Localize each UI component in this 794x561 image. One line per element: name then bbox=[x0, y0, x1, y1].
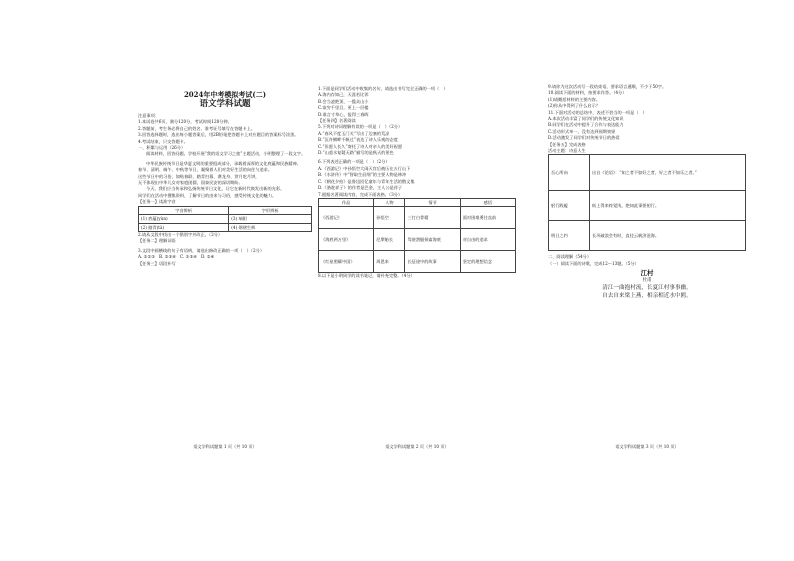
option: B.同学们在活动中提升了合作与表达能力 bbox=[548, 122, 624, 128]
option: A.《西游记》中孙悟空大闹天宫后被压在五行山下 bbox=[318, 165, 411, 171]
question: 5.下列对诗词理解有误的一项是（ ）（2分） bbox=[318, 124, 403, 130]
table-row bbox=[139, 215, 312, 223]
activity-table bbox=[548, 154, 746, 251]
table-cell: 《海底两万里》 bbox=[319, 229, 374, 251]
question: 9.请你为这次活动写一段结束语，要求语言通顺，不少于50字。 bbox=[548, 84, 667, 89]
table-cell: 面对困难勇往直前 bbox=[460, 207, 515, 229]
body-line: 这些节日中的习俗，如贴春联、踏青扫墓、赛龙舟、赏月吃月饼， bbox=[138, 173, 260, 179]
note-line: 4.考试结束，只交答题卡。 bbox=[138, 138, 189, 144]
option: C. ①③④ bbox=[179, 254, 197, 260]
table-header-cell: 作品 bbox=[319, 198, 374, 206]
task-heading: 【任务二】理解词语 bbox=[138, 238, 176, 244]
table-row bbox=[139, 223, 312, 231]
exam-title: 2024年中考模拟考试(二) bbox=[183, 90, 267, 99]
task-heading: 【任务五】完成表格 bbox=[548, 141, 586, 147]
table-row bbox=[319, 207, 516, 229]
table-header-cell: 字音辨析 bbox=[139, 206, 229, 214]
exam-subtitle: 语文学科试题 bbox=[199, 99, 251, 109]
page-footer: 语文学科试题第 3 页（共 10 页） bbox=[615, 444, 679, 449]
table-cell: 吾心所向 bbox=[549, 155, 590, 191]
table-row bbox=[549, 155, 746, 191]
question: (2)你从中得到了什么启示？ bbox=[548, 103, 600, 109]
question: 7.根据名著阅读内容，完成下面表格。（3分） bbox=[318, 191, 403, 197]
exam-page-1 bbox=[138, 78, 312, 450]
option: A.本次活动丰富了同学们的传统文化知识 bbox=[548, 116, 624, 122]
table-caption: 活动主题：诗意人生 bbox=[548, 148, 586, 154]
table-header-cell: 情节 bbox=[405, 198, 460, 206]
body-line: 今天，我们应当传承和弘扬传统节日文化，让它在新时代焕发出新的光彩。 bbox=[146, 186, 285, 192]
note-line: 注意事项： bbox=[138, 113, 159, 118]
poem-author: 杜甫 bbox=[642, 278, 652, 284]
option: B. ②③④ bbox=[158, 254, 176, 260]
page-footer: 语文学科试题第 2 页（共 10 页） bbox=[385, 444, 449, 449]
table-row bbox=[549, 191, 746, 221]
note-line: 2.答题前，考生务必将自己的姓名、准考证号填写在答题卡上。 bbox=[138, 125, 256, 131]
table-row bbox=[319, 229, 516, 251]
note-line: 1.本试卷共6页，满分120分，考试时间120分钟。 bbox=[138, 119, 232, 125]
exam-page-3 bbox=[548, 78, 746, 450]
table-cell: 对自由的追求 bbox=[460, 229, 515, 251]
option: C.活动形式单一，没有达到预期效果 bbox=[548, 128, 616, 134]
book-table bbox=[318, 198, 516, 273]
table-cell: 驾驶潜艇探索海底 bbox=[405, 229, 460, 251]
question: 11.下面对活动的总结中，表述不恰当的一项是（ ） bbox=[548, 109, 647, 115]
table-cell: 《西游记》 bbox=[319, 207, 374, 229]
option: A. ①②③ bbox=[138, 254, 155, 260]
table-header-cell: 感悟 bbox=[460, 198, 515, 206]
body-line: 无不体现出中华儿女对家庭团圆、国泰民安的深切期盼。 bbox=[138, 180, 243, 186]
option: D.“山重水复疑无路”描写的是秋天的景色 bbox=[318, 150, 394, 156]
table-row bbox=[549, 221, 746, 251]
option: C.《朝花夕拾》是鲁迅回忆童年与青年生活的散文集 bbox=[318, 178, 415, 184]
question: 1.下面是同学们活动中收集的名句，请选出书写完全正确的一项（ ） bbox=[318, 86, 448, 91]
option: B.《水浒传》中“智取生辰纲”的主要人物是林冲 bbox=[318, 172, 407, 178]
table-cell: 坚定的理想信念 bbox=[460, 251, 515, 273]
option: D. ②④ bbox=[200, 254, 215, 260]
question: 2.请从文段中找出一个错别字并改正。（2分） bbox=[138, 231, 223, 237]
option: D.《骆驼祥子》的作者是巴金，主人公是祥子 bbox=[318, 185, 403, 191]
exam-page-2 bbox=[318, 78, 516, 450]
table-cell: 尼摩船长 bbox=[374, 229, 405, 251]
section-heading: 一、积累与运用（26分） bbox=[138, 145, 186, 151]
task-heading: 【任务三】语段补写 bbox=[138, 260, 176, 266]
question: 3.文段中画横线的句子有语病，请选出修改正确的一项（ ）（2分） bbox=[138, 247, 265, 253]
table-row bbox=[319, 251, 516, 273]
question: 8.以下是小明同学的读书笔记，请补充完整。（4分） bbox=[318, 273, 415, 279]
task-heading: 【任务四】名著阅读 bbox=[318, 118, 356, 124]
subsection-heading: （一）阅读下面的诗歌，完成12～13题。（5分） bbox=[548, 260, 639, 266]
table-header-cell: 人物 bbox=[374, 198, 405, 206]
table-cell: 三打白骨精 bbox=[405, 207, 460, 229]
option: D.谁言寸草心，报得三春晖 bbox=[318, 111, 369, 117]
table-cell: (3) 端阳 bbox=[229, 215, 312, 223]
table-cell: 明日之约 bbox=[549, 221, 590, 251]
table-cell: 周恩来 bbox=[374, 251, 405, 273]
table-cell: (1) 底蕴(yùn) bbox=[139, 215, 229, 223]
table-cell: 《红星照耀中国》 bbox=[319, 251, 374, 273]
body-line: 中华民族传统节日是华夏文明的重要组成部分，承载着深厚的文化底蕴和民族精神。 bbox=[146, 160, 301, 166]
option: A.海内存知己，天涯若比邻 bbox=[318, 92, 369, 98]
table-cell: (4) 熠熠生辉 bbox=[229, 223, 312, 231]
table-cell: 躬行践履 bbox=[549, 191, 590, 221]
option: D.活动激发了同学们对传统节日的热爱 bbox=[548, 135, 620, 141]
poem-line: 清江一曲抱村流，长夏江村事事幽。 bbox=[602, 285, 692, 292]
note-line: 3.回答选择题时，选出每小题答案后，用2B铅笔把答题卡上对应题目的答案标号涂黑。 bbox=[138, 132, 299, 138]
question: (1)请概括材料的主要内容。 bbox=[548, 96, 600, 102]
poem-line: 自去自来梁上燕，相亲相近水中鸥。 bbox=[602, 293, 692, 300]
body-line: 同学们在活动中搜集资料，了解节日的由来与习俗，感受传统文化的魅力。 bbox=[138, 192, 277, 198]
table-cell: 纸上得来终觉浅，绝知此事要躬行。 bbox=[590, 191, 746, 221]
table-header-cell: 字形辨析 bbox=[229, 206, 312, 214]
section-heading: 二、阅读理解（54分） bbox=[548, 254, 592, 260]
option: C.欲穷千里目，更上一层楼 bbox=[318, 105, 369, 111]
table-cell: 孙悟空 bbox=[374, 207, 405, 229]
poem-title: 江村 bbox=[640, 269, 654, 278]
pinyin-table bbox=[138, 206, 312, 232]
question: 10.阅读下面的材料，按要求作答。（4分） bbox=[548, 90, 627, 96]
option: B.“沉舟侧畔千帆过”表达了诗人乐观的态度 bbox=[318, 137, 398, 143]
task-heading: 【任务一】读准字音 bbox=[138, 199, 176, 205]
option: B.会当凌绝顶，一揽众山小 bbox=[318, 98, 369, 104]
page-footer: 语文学科试题第 1 页（共 10 页） bbox=[193, 444, 257, 449]
option: A.“春风不度玉门关”写出了边塞的荒凉 bbox=[318, 130, 390, 136]
body-line: 阅读材料，回答问题。学校开展“我的语文学习之旅”主题活动，小明整理了一段文字。 bbox=[146, 151, 306, 157]
option: C.“但愿人长久”寄托了诗人对亲人的美好祝愿 bbox=[318, 143, 403, 149]
table-cell: 长风破浪会有时，直挂云帆济沧海。 bbox=[590, 221, 746, 251]
body-line: 春节、清明、端午、中秋等节日，凝聚着人们对美好生活的向往与追求。 bbox=[138, 167, 273, 173]
table-cell: 出自《论语》：“知之者不如好之者，好之者不如乐之者。” bbox=[590, 155, 746, 191]
table-cell: 长征途中的故事 bbox=[405, 251, 460, 273]
table-cell: (2) 踏青(tà) bbox=[139, 223, 229, 231]
question: 6.下列表述正确的一项是（ ）（2分） bbox=[318, 159, 390, 165]
